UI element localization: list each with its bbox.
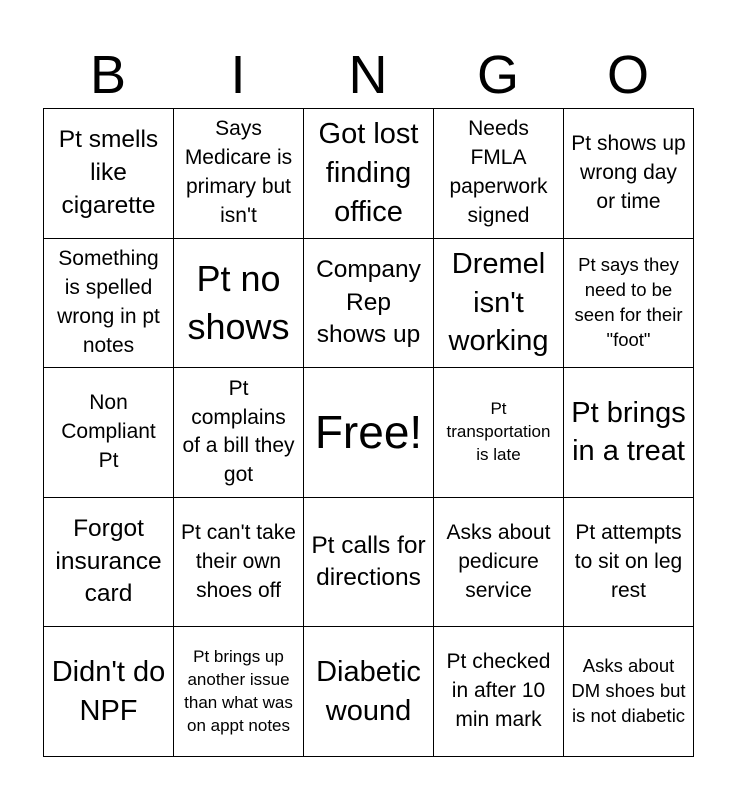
cell-label: Pt brings in a treat xyxy=(571,396,686,468)
cell-label: Didn't do NPF xyxy=(51,656,166,727)
bingo-cell[interactable] xyxy=(304,498,434,628)
bingo-cell[interactable] xyxy=(44,368,174,498)
bingo-cell[interactable] xyxy=(44,498,174,628)
free-space-label: Free! xyxy=(314,405,423,458)
cell-label: Something is spelled wrong in pt notes xyxy=(57,246,160,357)
bingo-header xyxy=(43,42,693,108)
cell-label: Pt shows up wrong day or time xyxy=(571,131,686,213)
cell-label: Pt says they need to be seen for their "foot" xyxy=(574,253,683,350)
header-letter-i: I xyxy=(230,45,246,105)
bingo-cell[interactable] xyxy=(564,368,694,498)
cell-label: Pt no shows xyxy=(187,258,290,347)
cell-label: Needs FMLA paperwork signed xyxy=(449,117,548,228)
bingo-cell[interactable] xyxy=(564,627,694,757)
cell-label: Pt calls for directions xyxy=(311,531,426,592)
bingo-cell[interactable] xyxy=(174,627,304,757)
cell-label: Pt brings up another issue than what was on appt notes xyxy=(184,646,293,735)
bingo-cell[interactable] xyxy=(174,239,304,369)
header-letter-g: G xyxy=(476,45,519,105)
cell-label: Non Compliant Pt xyxy=(61,391,156,472)
cell-label: Pt smells like cigarette xyxy=(58,126,159,219)
bingo-cell[interactable] xyxy=(434,109,564,239)
cell-label: Asks about pedicure service xyxy=(446,520,551,602)
bingo-cell[interactable] xyxy=(564,109,694,239)
bingo-cell[interactable] xyxy=(174,368,304,498)
bingo-cell[interactable] xyxy=(434,239,564,369)
bingo-cell[interactable] xyxy=(304,239,434,369)
bingo-board xyxy=(43,108,694,757)
bingo-cell[interactable] xyxy=(44,627,174,757)
cell-label: Dremel isn't working xyxy=(448,248,549,358)
cell-label: Pt complains of a bill they got xyxy=(182,376,295,487)
bingo-cell[interactable] xyxy=(564,239,694,369)
cell-label: Diabetic wound xyxy=(316,656,421,727)
bingo-cell[interactable] xyxy=(174,498,304,628)
cell-label: Got lost finding office xyxy=(318,118,419,228)
bingo-cell[interactable] xyxy=(304,109,434,239)
bingo-cell[interactable] xyxy=(44,109,174,239)
header-letter-n: N xyxy=(348,45,388,105)
bingo-cell[interactable] xyxy=(434,627,564,757)
bingo-cell[interactable] xyxy=(434,498,564,628)
cell-label: Pt can't take their own shoes off xyxy=(181,520,296,602)
cell-label: Pt attempts to sit on leg rest xyxy=(574,520,683,602)
bingo-cell[interactable] xyxy=(564,498,694,628)
cell-label: Pt transportation is late xyxy=(446,399,551,464)
cell-label: Company Rep shows up xyxy=(316,256,421,349)
free-space[interactable] xyxy=(304,368,434,498)
cell-label: Says Medicare is primary but isn't xyxy=(184,117,293,228)
header-letter-b: B xyxy=(89,45,127,105)
header-letter-o: O xyxy=(606,45,649,105)
cell-label: Pt checked in after 10 min mark xyxy=(446,650,551,732)
cell-label: Forgot insurance card xyxy=(55,515,162,608)
bingo-cell[interactable] xyxy=(304,627,434,757)
bingo-cell[interactable] xyxy=(434,368,564,498)
cell-label: Asks about DM shoes but is not diabetic xyxy=(571,655,686,727)
bingo-cell[interactable] xyxy=(44,239,174,369)
bingo-cell[interactable] xyxy=(174,109,304,239)
